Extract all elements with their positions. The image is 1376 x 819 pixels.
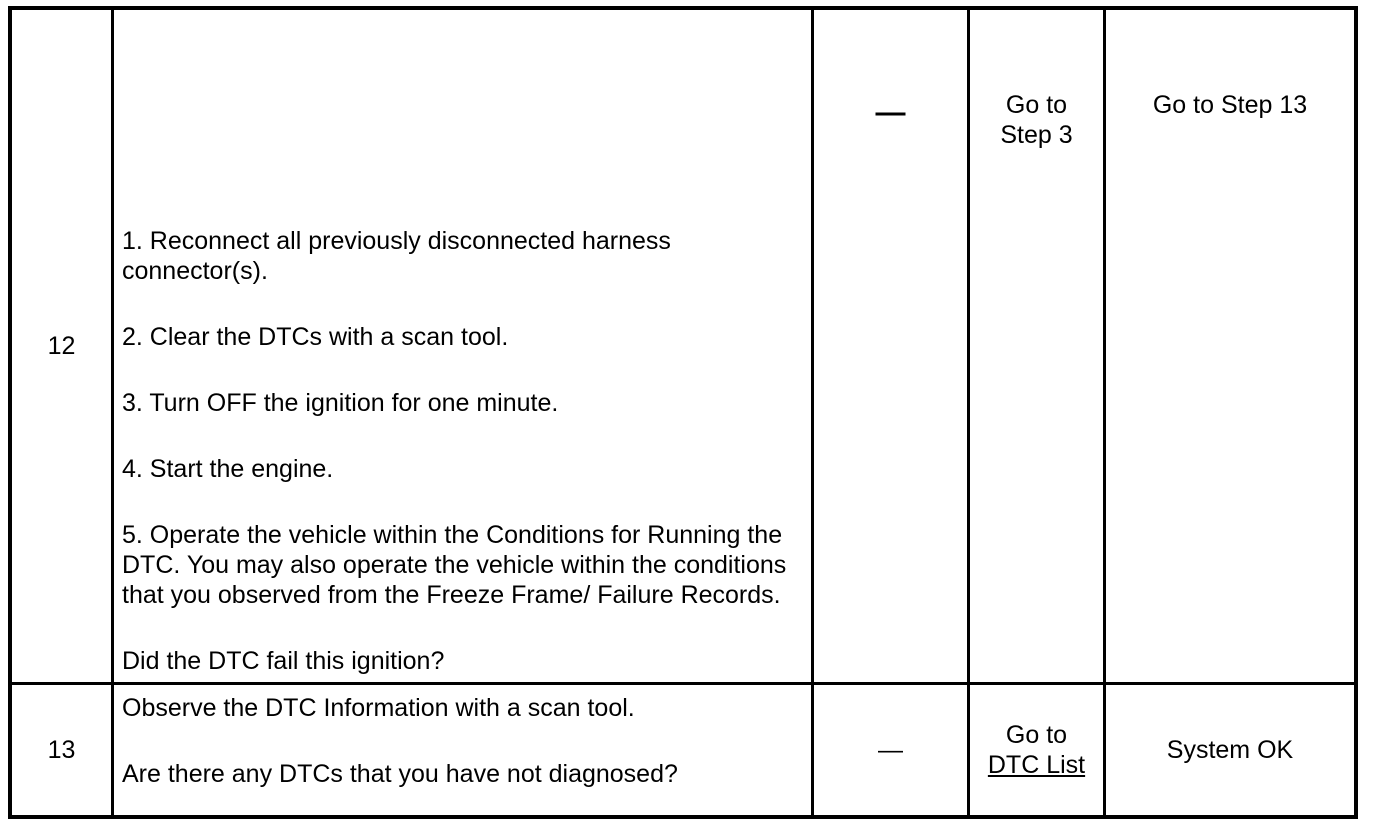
yes-go-to: Go to [1005,91,1068,119]
action-item: 5. Operate the vehicle within the Conditions for Running the DTC. You may also operate the vehicle within the conditions that you observed from the Freeze Frame/ Failure Records. [122,521,787,609]
yes-cell [969,8,1105,684]
action-item: 2. Clear the DTCs with a scan tool. [122,323,509,351]
yes-go-to: Go to [1005,721,1068,749]
step-number: 12 [10,8,113,684]
action-item: 3. Turn OFF the ignition for one minute. [122,389,559,417]
dtc-list-link[interactable]: DTC List [987,751,1086,779]
values-cell [813,8,969,684]
question-text: Are there any DTCs that you have not diagnosed? [122,760,678,788]
table-row-step-12 [10,8,1356,684]
values-dash: — [875,96,906,129]
action-cell [113,684,813,818]
no-cell: System OK [1105,684,1357,818]
question-text: Did the DTC fail this ignition? [122,647,445,675]
action-item: 4. Start the engine. [122,455,334,483]
yes-step-ref: Step 3 [1000,121,1073,149]
action-cell [113,8,813,684]
yes-cell [969,684,1105,818]
no-cell: Go to Step 13 [1105,8,1357,684]
table-row-step-13 [10,684,1356,818]
values-dash: — [878,736,903,764]
step-number: 13 [10,684,113,818]
values-cell [813,684,969,818]
action-item: Observe the DTC Information with a scan tool. [122,694,635,722]
action-item: 1. Reconnect all previously disconnected harness connector(s). [122,227,671,285]
diagnostic-table [8,6,1358,819]
